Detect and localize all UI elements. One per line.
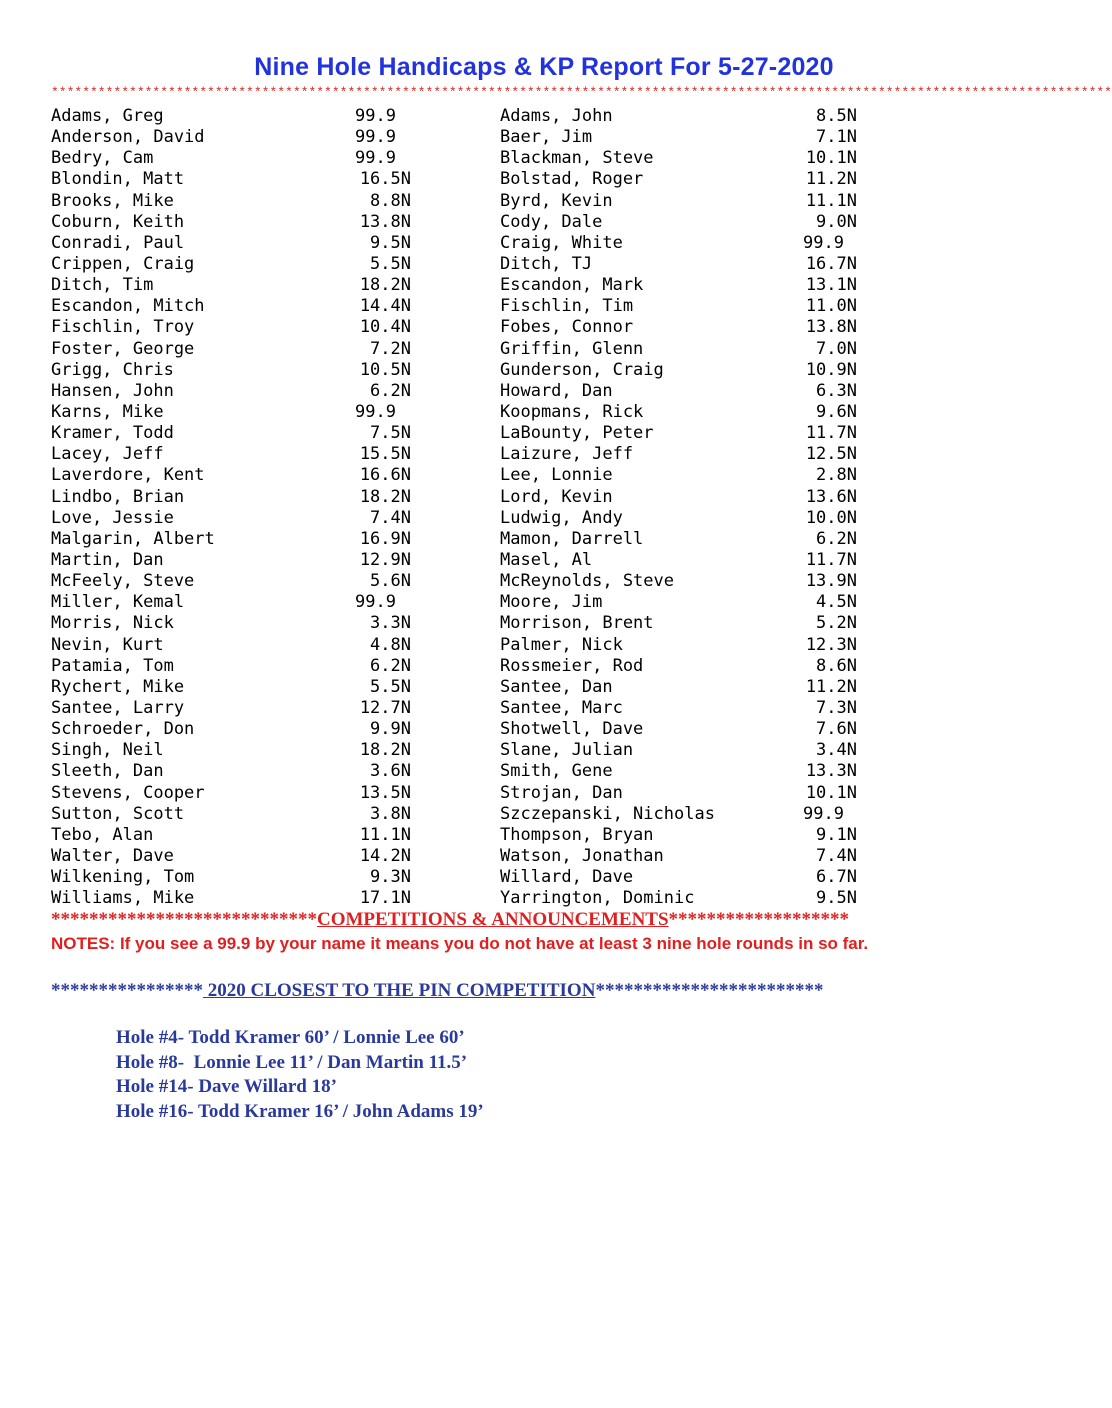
player-name: Lacey, Jeff bbox=[51, 444, 164, 465]
handicap-value: 10.9N bbox=[805, 359, 857, 380]
player-name: Cody, Dale bbox=[500, 211, 603, 232]
player-name: Patamia, Tom bbox=[51, 655, 174, 676]
handicap-value: 7.3N bbox=[816, 697, 857, 718]
player-name: Rossmeier, Rod bbox=[500, 655, 644, 676]
table-row bbox=[51, 825, 911, 846]
player-name: Koopmans, Rick bbox=[500, 401, 644, 422]
handicap-value: 14.4N bbox=[359, 296, 411, 317]
player-name: Schroeder, Don bbox=[51, 719, 195, 740]
handicap-value: 12.7N bbox=[359, 697, 411, 718]
player-name: Howard, Dan bbox=[500, 380, 613, 401]
player-name: Palmer, Nick bbox=[500, 634, 623, 655]
player-name: Wilkening, Tom bbox=[51, 867, 195, 888]
table-row bbox=[51, 106, 911, 127]
player-name: LaBounty, Peter bbox=[500, 423, 654, 444]
player-name: Griffin, Glenn bbox=[500, 338, 644, 359]
handicap-value: 5.5N bbox=[370, 253, 411, 274]
handicap-value: 4.8N bbox=[370, 634, 411, 655]
table-row bbox=[51, 613, 911, 634]
player-name: Stevens, Cooper bbox=[51, 782, 205, 803]
competitions-label: COMPETITIONS & ANNOUNCEMENTS bbox=[317, 909, 669, 930]
player-name: Tebo, Alan bbox=[51, 824, 154, 845]
player-name: Walter, Dave bbox=[51, 845, 174, 866]
handicap-value: 6.2N bbox=[816, 528, 857, 549]
player-name: Escandon, Mitch bbox=[51, 296, 205, 317]
player-name: Kramer, Todd bbox=[51, 423, 174, 444]
player-name: Bolstad, Roger bbox=[500, 169, 644, 190]
handicap-value: 9.5N bbox=[370, 232, 411, 253]
handicap-value: 99.9 bbox=[355, 106, 396, 126]
table-row bbox=[51, 635, 911, 656]
handicap-value: 9.0N bbox=[816, 211, 857, 232]
player-name: Sleeth, Dan bbox=[51, 761, 164, 782]
player-name: Miller, Kemal bbox=[51, 592, 185, 613]
player-name: Slane, Julian bbox=[500, 740, 634, 761]
stars-right: ************************ bbox=[595, 980, 824, 1001]
handicap-value: 9.9N bbox=[370, 719, 411, 740]
handicap-value: 17.1N bbox=[359, 888, 411, 909]
handicap-value: 18.2N bbox=[359, 486, 411, 507]
handicap-value: 7.1N bbox=[816, 127, 857, 148]
handicap-value: 11.7N bbox=[805, 549, 857, 570]
handicap-value: 18.2N bbox=[359, 740, 411, 761]
player-name: Brooks, Mike bbox=[51, 190, 174, 211]
table-row bbox=[51, 212, 911, 233]
handicap-value: 12.9N bbox=[359, 549, 411, 570]
handicap-value: 11.1N bbox=[359, 824, 411, 845]
player-name: Thompson, Bryan bbox=[500, 824, 654, 845]
handicap-value: 16.7N bbox=[805, 253, 857, 274]
player-name: Laizure, Jeff bbox=[500, 444, 634, 465]
handicap-value: 5.6N bbox=[370, 571, 411, 592]
handicap-value: 13.8N bbox=[359, 211, 411, 232]
table-row bbox=[51, 529, 911, 550]
handicap-value: 9.3N bbox=[370, 867, 411, 888]
handicap-value: 16.9N bbox=[359, 528, 411, 549]
player-name: Anderson, David bbox=[51, 127, 205, 148]
player-name: Mamon, Darrell bbox=[500, 528, 644, 549]
player-name: Yarrington, Dominic bbox=[500, 888, 695, 909]
player-name: Moore, Jim bbox=[500, 592, 603, 613]
table-row bbox=[51, 804, 911, 825]
handicap-value: 12.5N bbox=[805, 444, 857, 465]
player-name: Masel, Al bbox=[500, 549, 593, 570]
stars-left: **************** bbox=[51, 980, 203, 1001]
handicap-value: 13.6N bbox=[805, 486, 857, 507]
handicap-value: 3.4N bbox=[816, 740, 857, 761]
table-row bbox=[51, 402, 911, 423]
player-name: Grigg, Chris bbox=[51, 359, 174, 380]
player-name: Watson, Jonathan bbox=[500, 845, 664, 866]
handicap-value: 14.2N bbox=[359, 845, 411, 866]
table-row bbox=[51, 867, 911, 888]
player-name: Santee, Dan bbox=[500, 676, 613, 697]
table-row bbox=[51, 296, 911, 317]
handicap-value: 13.3N bbox=[805, 761, 857, 782]
kp-hole-item: Hole #14- Dave Willard 18’ bbox=[116, 1076, 337, 1097]
handicap-value: 13.1N bbox=[805, 275, 857, 296]
handicap-value: 10.5N bbox=[359, 359, 411, 380]
player-name: Smith, Gene bbox=[500, 761, 613, 782]
player-name: Shotwell, Dave bbox=[500, 719, 644, 740]
table-row bbox=[51, 719, 911, 740]
player-name: Lindbo, Brian bbox=[51, 486, 185, 507]
handicap-value: 99.9 bbox=[355, 127, 396, 148]
handicap-value: 8.6N bbox=[816, 655, 857, 676]
player-name: Bedry, Cam bbox=[51, 148, 154, 169]
player-name: Foster, George bbox=[51, 338, 195, 359]
table-row bbox=[51, 169, 911, 190]
handicap-value: 3.8N bbox=[370, 803, 411, 824]
player-name: Morrison, Brent bbox=[500, 613, 654, 634]
table-row bbox=[51, 381, 911, 402]
handicap-value: 9.1N bbox=[816, 824, 857, 845]
kp-list bbox=[116, 1026, 484, 1124]
handicap-value: 99.9 bbox=[803, 803, 844, 824]
player-name: Santee, Marc bbox=[500, 697, 623, 718]
player-name: Morris, Nick bbox=[51, 613, 174, 634]
handicap-value: 6.3N bbox=[816, 380, 857, 401]
table-row bbox=[51, 487, 911, 508]
handicap-value: 10.1N bbox=[805, 782, 857, 803]
handicap-value: 7.5N bbox=[370, 423, 411, 444]
table-row bbox=[51, 888, 911, 909]
player-name: McReynolds, Steve bbox=[500, 571, 674, 592]
table-row bbox=[51, 761, 911, 782]
handicap-value: 8.8N bbox=[370, 190, 411, 211]
table-row bbox=[51, 783, 911, 804]
player-name: Fobes, Connor bbox=[500, 317, 634, 338]
table-row bbox=[51, 233, 911, 254]
player-name: Blackman, Steve bbox=[500, 148, 654, 169]
handicap-value: 99.9 bbox=[803, 232, 844, 253]
table-row bbox=[51, 317, 911, 338]
handicap-value: 4.5N bbox=[816, 592, 857, 613]
table-row bbox=[51, 698, 911, 719]
star-separator: **************************************************************************************************************************************** bbox=[51, 85, 1112, 100]
player-name: Willard, Dave bbox=[500, 867, 634, 888]
table-row bbox=[51, 339, 911, 360]
stars-left: **************************** bbox=[51, 909, 317, 930]
player-name: McFeely, Steve bbox=[51, 571, 195, 592]
handicap-value: 6.2N bbox=[370, 655, 411, 676]
player-name: Byrd, Kevin bbox=[500, 190, 613, 211]
player-name: Martin, Dan bbox=[51, 549, 164, 570]
handicap-value: 5.5N bbox=[370, 676, 411, 697]
player-name: Blondin, Matt bbox=[51, 169, 185, 190]
player-name: Strojan, Dan bbox=[500, 782, 623, 803]
handicap-value: 8.5N bbox=[816, 106, 857, 126]
competitions-header bbox=[51, 909, 849, 931]
handicap-value: 7.4N bbox=[816, 845, 857, 866]
player-name: Fischlin, Tim bbox=[500, 296, 634, 317]
player-name: Adams, Greg bbox=[51, 106, 164, 126]
player-name: Coburn, Keith bbox=[51, 211, 185, 232]
handicap-value: 16.6N bbox=[359, 465, 411, 486]
player-name: Sutton, Scott bbox=[51, 803, 185, 824]
table-row bbox=[51, 423, 911, 444]
player-name: Karns, Mike bbox=[51, 401, 164, 422]
table-row bbox=[51, 465, 911, 486]
handicap-value: 13.5N bbox=[359, 782, 411, 803]
player-name: Hansen, John bbox=[51, 380, 174, 401]
player-name: Ditch, Tim bbox=[51, 275, 154, 296]
player-name: Lee, Lonnie bbox=[500, 465, 613, 486]
player-name: Adams, John bbox=[500, 106, 613, 126]
handicap-value: 13.9N bbox=[805, 571, 857, 592]
handicap-value: 7.6N bbox=[816, 719, 857, 740]
handicap-value: 9.5N bbox=[816, 888, 857, 909]
player-name: Singh, Neil bbox=[51, 740, 164, 761]
player-name: Williams, Mike bbox=[51, 888, 195, 909]
handicap-value: 7.4N bbox=[370, 507, 411, 528]
player-name: Fischlin, Troy bbox=[51, 317, 195, 338]
handicap-value: 99.9 bbox=[355, 592, 396, 613]
player-name: Love, Jessie bbox=[51, 507, 174, 528]
table-row bbox=[51, 508, 911, 529]
table-row bbox=[51, 592, 911, 613]
handicap-value: 12.3N bbox=[805, 634, 857, 655]
table-row bbox=[51, 677, 911, 698]
player-name: Craig, White bbox=[500, 232, 623, 253]
handicap-value: 13.8N bbox=[805, 317, 857, 338]
page-title: Nine Hole Handicaps & KP Report For 5-27-2020 bbox=[254, 53, 834, 81]
player-name: Escandon, Mark bbox=[500, 275, 644, 296]
player-name: Lord, Kevin bbox=[500, 486, 613, 507]
kp-hole-item: Hole #4- Todd Kramer 60’ / Lonnie Lee 60’ bbox=[116, 1027, 465, 1048]
handicap-value: 3.6N bbox=[370, 761, 411, 782]
kp-hole-item: Hole #16- Todd Kramer 16’ / John Adams 19’ bbox=[116, 1100, 484, 1122]
handicap-value: 7.2N bbox=[370, 338, 411, 359]
kp-hole-item: Hole #8- Lonnie Lee 11’ / Dan Martin 11.5’ bbox=[116, 1051, 468, 1073]
handicap-value: 11.2N bbox=[805, 169, 857, 190]
player-name: Szczepanski, Nicholas bbox=[500, 803, 715, 824]
table-row bbox=[51, 275, 911, 296]
handicap-value: 15.5N bbox=[359, 444, 411, 465]
table-row bbox=[51, 254, 911, 275]
notes-text: NOTES: If you see a 99.9 by your name it means you do not have at least 3 nine hole rounds in so far. bbox=[51, 934, 869, 953]
handicap-value: 9.6N bbox=[816, 401, 857, 422]
handicap-value: 11.1N bbox=[805, 190, 857, 211]
handicap-value: 18.2N bbox=[359, 275, 411, 296]
handicap-value: 7.0N bbox=[816, 338, 857, 359]
player-name: Crippen, Craig bbox=[51, 253, 195, 274]
player-name: Nevin, Kurt bbox=[51, 634, 164, 655]
handicap-value: 11.0N bbox=[805, 296, 857, 317]
table-row bbox=[51, 127, 911, 148]
handicap-value: 99.9 bbox=[355, 401, 396, 422]
handicap-value: 10.4N bbox=[359, 317, 411, 338]
handicap-value: 10.0N bbox=[805, 507, 857, 528]
table-row bbox=[51, 571, 911, 592]
player-name: Conradi, Paul bbox=[51, 232, 185, 253]
player-name: Laverdore, Kent bbox=[51, 465, 205, 486]
handicap-value: 6.2N bbox=[370, 380, 411, 401]
kp-label: 2020 CLOSEST TO THE PIN COMPETITION bbox=[203, 980, 596, 1001]
handicap-value: 10.1N bbox=[805, 148, 857, 169]
player-name: Ditch, TJ bbox=[500, 253, 593, 274]
handicap-value: 6.7N bbox=[816, 867, 857, 888]
handicap-value: 5.2N bbox=[816, 613, 857, 634]
handicap-table bbox=[51, 106, 911, 909]
handicap-value: 2.8N bbox=[816, 465, 857, 486]
handicap-value: 3.3N bbox=[370, 613, 411, 634]
table-row bbox=[51, 656, 911, 677]
table-row bbox=[51, 740, 911, 761]
handicap-value: 99.9 bbox=[355, 148, 396, 169]
player-name: Rychert, Mike bbox=[51, 676, 185, 697]
handicap-value: 11.7N bbox=[805, 423, 857, 444]
player-name: Baer, Jim bbox=[500, 127, 593, 148]
table-row bbox=[51, 191, 911, 212]
player-name: Malgarin, Albert bbox=[51, 528, 215, 549]
table-row bbox=[51, 846, 911, 867]
player-name: Gunderson, Craig bbox=[500, 359, 664, 380]
handicap-value: 16.5N bbox=[359, 169, 411, 190]
table-row bbox=[51, 148, 911, 169]
table-row bbox=[51, 360, 911, 381]
handicap-value: 11.2N bbox=[805, 676, 857, 697]
table-row bbox=[51, 550, 911, 571]
stars-right: ******************* bbox=[668, 909, 850, 930]
player-name: Santee, Larry bbox=[51, 697, 185, 718]
kp-header bbox=[51, 980, 823, 1002]
player-name: Ludwig, Andy bbox=[500, 507, 623, 528]
table-row bbox=[51, 444, 911, 465]
